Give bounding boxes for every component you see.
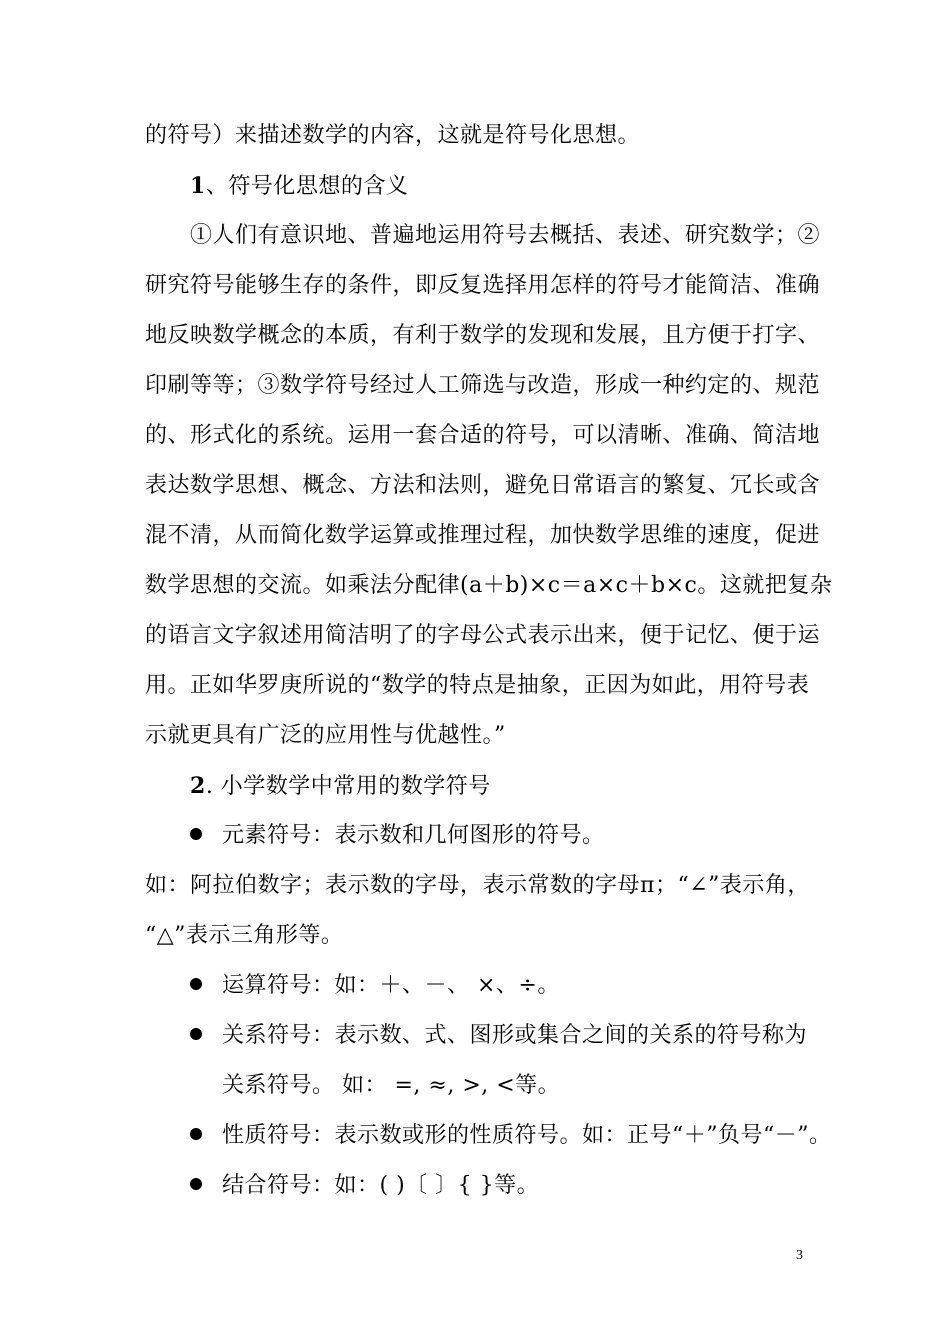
paragraph-line: 的语言文字叙述用简洁明了的字母公式表示出来，便于记忆、便于运 [145, 623, 821, 648]
paragraph-line: “△”表示三角形等。 [145, 923, 344, 948]
bullet-dot-icon [190, 978, 202, 990]
paragraph-line: 印刷等等；③数学符号经过人工筛选与改造，形成一种约定的、规范 [145, 373, 821, 398]
paragraph-line: 研究符号能够生存的条件，即反复选择用怎样的符号才能简洁、准确 [145, 273, 821, 298]
bullet-item [190, 1171, 539, 1201]
paragraph-line: 如：阿拉伯数字；表示数的字母，表示常数的字母π；“∠”表示角， [145, 873, 810, 898]
bullet-item [190, 821, 605, 851]
bullet-item [190, 1021, 807, 1051]
paragraph-line: 的、形式化的系统。运用一套合适的符号，可以清晰、准确、简洁地 [145, 423, 821, 448]
bullet-continuation-line: 关系符号。 如： =, ≈, >, <等。 [222, 1073, 561, 1098]
bullet-dot-icon [190, 1028, 202, 1040]
paragraph-line: 的符号）来描述数学的内容，这就是符号化思想。 [145, 123, 641, 148]
bullet-dot-icon [190, 1178, 202, 1190]
paragraph-line: 表达数学思想、概念、方法和法则，避免日常语言的繁复、冗长或含 [145, 473, 821, 498]
paragraph-line: 示就更具有广泛的应用性与优越性。” [145, 723, 506, 748]
bullet-text: 元素符号：表示数和几何图形的符号。 [222, 823, 605, 848]
paragraph-line: 混不清，从而简化数学运算或推理过程，加快数学思维的速度，促进 [145, 523, 821, 548]
heading-text: . 小学数学中常用的数学符号 [205, 774, 491, 799]
paragraph-line: 用。正如华罗庚所说的“数学的特点是抽象，正因为如此，用符号表 [145, 673, 810, 698]
section-heading-1 [190, 171, 408, 202]
bullet-dot-icon [190, 1128, 202, 1140]
paragraph-line: ①人们有意识地、普遍地运用符号去概括、表述、研究数学；② [190, 223, 821, 248]
section-heading-2 [190, 771, 491, 802]
heading-number: 2 [190, 773, 206, 799]
bullet-item [190, 1121, 832, 1151]
heading-text: 、符号化思想的含义 [205, 174, 409, 199]
heading-number: 1 [190, 173, 206, 199]
bullet-item [190, 971, 560, 1001]
paragraph-line: 地反映数学概念的本质，有利于数学的发现和发展，且方便于打字、 [145, 323, 821, 348]
bullet-text: 结合符号：如：( )〔 〕{ }等。 [222, 1173, 540, 1198]
bullet-dot-icon [190, 828, 202, 840]
bullet-text: 性质符号：表示数或形的性质符号。如：正号“＋”负号“－”。 [222, 1123, 832, 1148]
paragraph-line: 数学思想的交流。如乘法分配律(a＋b)×c＝a×c＋b×c。这就把复杂 [145, 573, 833, 598]
page-number: 3 [796, 1248, 803, 1263]
bullet-text: 关系符号：表示数、式、图形或集合之间的关系的符号称为 [222, 1023, 808, 1048]
bullet-text: 运算符号：如：＋、－、 ×、÷。 [222, 973, 560, 998]
